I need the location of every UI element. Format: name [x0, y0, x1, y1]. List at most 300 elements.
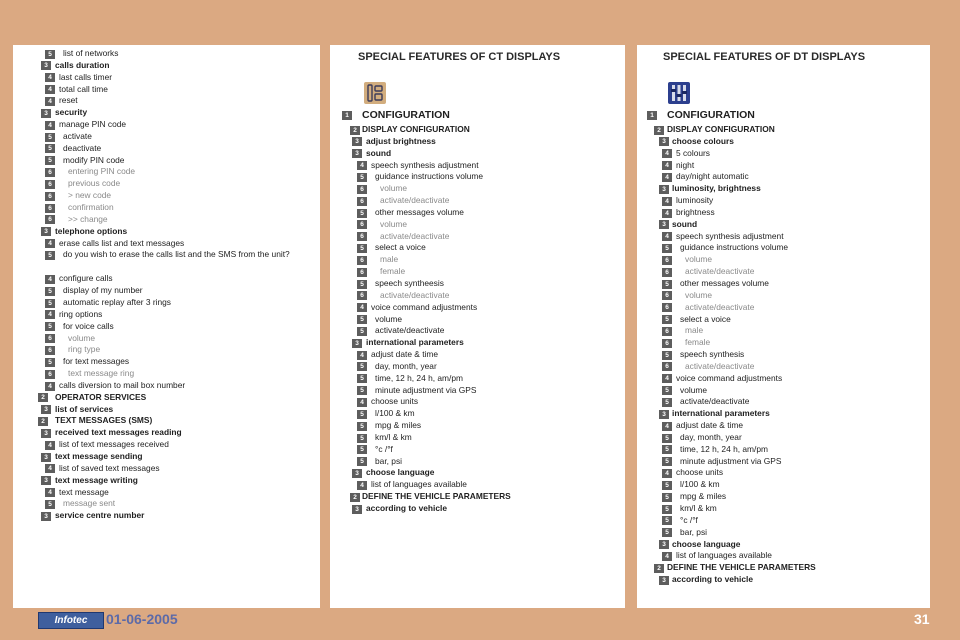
- menu-item-label: activate: [63, 130, 92, 141]
- section-heading: [330, 108, 625, 122]
- level-badge: 4: [45, 275, 55, 284]
- level-badge: 6: [357, 256, 367, 265]
- level-badge: 3: [659, 137, 669, 146]
- level-badge: 5: [357, 374, 367, 383]
- menu-item-label: DISPLAY CONFIGURATION: [667, 124, 775, 134]
- menu-item: [637, 266, 930, 278]
- menu-item-label: manage PIN code: [59, 119, 127, 130]
- level-badge: 1: [342, 111, 352, 120]
- menu-item: [330, 408, 625, 420]
- menu-item-label: activate/deactivate: [680, 396, 750, 407]
- menu-item: [13, 463, 320, 475]
- menu-item: [637, 503, 930, 515]
- menu-item-label: minute adjustment via GPS: [375, 384, 477, 395]
- menu-item: [637, 302, 930, 314]
- menu-item: [13, 427, 320, 439]
- level-badge: 4: [662, 232, 672, 241]
- menu-item: [330, 219, 625, 231]
- menu-item-label: DISPLAY CONFIGURATION: [362, 124, 470, 134]
- menu-item-label: DEFINE THE VEHICLE PARAMETERS: [667, 562, 816, 573]
- level-badge: 5: [357, 434, 367, 443]
- level-badge: 5: [357, 244, 367, 253]
- menu-item-label: do you wish to erase the calls list and the SMS from the unit?: [63, 249, 290, 260]
- menu-item-label: volume: [685, 289, 712, 300]
- menu-item: [637, 231, 930, 243]
- menu-item: [637, 408, 930, 420]
- menu-item-label: speech syntheesis: [375, 277, 444, 288]
- level-badge: 4: [45, 121, 55, 130]
- menu-item: [13, 368, 320, 380]
- level-badge: 3: [41, 453, 51, 462]
- level-badge: 3: [41, 512, 51, 521]
- level-badge: 5: [357, 280, 367, 289]
- menu-item: [330, 361, 625, 373]
- level-badge: 3: [352, 137, 362, 146]
- menu-item: [637, 539, 930, 551]
- level-badge: 6: [357, 185, 367, 194]
- menu-item-label: sound: [672, 218, 698, 229]
- menu-item: [330, 207, 625, 219]
- level-badge: 4: [662, 149, 672, 158]
- level-badge: 5: [662, 528, 672, 537]
- left-panel: [13, 45, 320, 608]
- level-badge: 4: [357, 481, 367, 490]
- menu-item-label: activate/deactivate: [380, 230, 450, 241]
- menu-item: [637, 207, 930, 219]
- menu-item-label: text message ring: [68, 368, 135, 379]
- menu-item-label: activate/deactivate: [685, 301, 755, 312]
- level-badge: 5: [45, 144, 55, 153]
- menu-item: [13, 451, 320, 463]
- menu-item: [13, 321, 320, 333]
- menu-item: [330, 373, 625, 385]
- menu-item: [637, 456, 930, 468]
- menu-item: [13, 107, 320, 119]
- menu-item-label: choose units: [371, 396, 419, 407]
- menu-item-label: display of my number: [63, 285, 143, 296]
- menu-item-label: day/night automatic: [676, 171, 749, 182]
- menu-item: [13, 309, 320, 321]
- menu-item-label: for text messages: [63, 356, 130, 367]
- menu-item: [637, 550, 930, 562]
- level-badge: 3: [41, 227, 51, 236]
- menu-item: [13, 297, 320, 309]
- menu-item: [637, 349, 930, 361]
- menu-item: [330, 302, 625, 314]
- menu-item-label: adjust date & time: [371, 349, 439, 360]
- menu-item-label: volume: [680, 384, 707, 395]
- menu-item: [637, 195, 930, 207]
- level-badge: 3: [659, 540, 669, 549]
- menu-item-label: speech synthesis: [680, 349, 745, 360]
- menu-item: [13, 202, 320, 214]
- menu-item-label: luminosity, brightness: [672, 183, 761, 194]
- level-badge: 4: [357, 161, 367, 170]
- level-badge: 4: [45, 382, 55, 391]
- menu-item: [330, 396, 625, 408]
- menu-item: [637, 136, 930, 148]
- menu-item: [637, 290, 930, 302]
- level-badge: 5: [662, 481, 672, 490]
- dt-panel-title: SPECIAL FEATURES OF DT DISPLAYS: [663, 51, 866, 63]
- menu-item: [13, 190, 320, 202]
- level-badge: 2: [654, 564, 664, 573]
- menu-item-label: °c /°f: [680, 514, 698, 525]
- menu-item-label: guidance instructions volume: [680, 242, 789, 253]
- level-badge: 4: [662, 552, 672, 561]
- level-badge: 6: [45, 215, 55, 224]
- menu-item: [637, 171, 930, 183]
- menu-item-label: choose units: [676, 467, 724, 478]
- menu-item: [637, 420, 930, 432]
- menu-item-label: choose colours: [672, 135, 734, 146]
- menu-item-label: calls diversion to mail box number: [59, 379, 186, 390]
- menu-item: [13, 60, 320, 72]
- level-badge: 5: [662, 457, 672, 466]
- menu-item: [330, 420, 625, 432]
- menu-item: [330, 432, 625, 444]
- level-badge: 5: [662, 386, 672, 395]
- level-badge: 5: [45, 251, 55, 260]
- menu-item: [13, 404, 320, 416]
- level-badge: 3: [41, 109, 51, 118]
- level-badge: 5: [662, 493, 672, 502]
- dt-panel: [637, 45, 930, 608]
- dt-menu-list: [637, 108, 930, 586]
- level-badge: 4: [45, 488, 55, 497]
- menu-item-label: speech synthesis adjustment: [676, 230, 784, 241]
- level-badge: 4: [662, 161, 672, 170]
- level-badge: 5: [662, 244, 672, 253]
- level-badge: 4: [662, 197, 672, 206]
- level-badge: 6: [45, 180, 55, 189]
- menu-item: [637, 160, 930, 172]
- level-badge: 5: [662, 398, 672, 407]
- level-badge: 5: [45, 500, 55, 509]
- level-badge: 6: [662, 256, 672, 265]
- menu-item-label: automatic replay after 3 rings: [63, 297, 171, 308]
- menu-item: [637, 385, 930, 397]
- level-badge: 6: [357, 220, 367, 229]
- menu-item-label: modify PIN code: [63, 154, 125, 165]
- menu-item-label: voice command adjustments: [676, 372, 783, 383]
- level-badge: 6: [45, 168, 55, 177]
- menu-item: [330, 503, 625, 515]
- menu-item: [13, 249, 320, 273]
- level-badge: 6: [662, 327, 672, 336]
- menu-item: [637, 527, 930, 539]
- menu-item-label: bar, psi: [375, 455, 403, 466]
- level-badge: 6: [357, 291, 367, 300]
- ct-panel-title: SPECIAL FEATURES OF CT DISPLAYS: [358, 51, 561, 63]
- left-menu-list: [13, 48, 320, 522]
- menu-item-label: configure calls: [59, 273, 113, 284]
- level-badge: 2: [38, 393, 48, 402]
- level-badge: 3: [41, 476, 51, 485]
- menu-item: [13, 214, 320, 226]
- level-badge: 5: [357, 327, 367, 336]
- menu-item: [637, 124, 930, 136]
- menu-item: [637, 314, 930, 326]
- menu-item: [13, 48, 320, 60]
- menu-item-label: volume: [685, 254, 712, 265]
- menu-item-label: activate/deactivate: [685, 266, 755, 277]
- menu-item-label: for voice calls: [63, 320, 114, 331]
- menu-item: [637, 242, 930, 254]
- level-badge: 5: [45, 156, 55, 165]
- level-badge: 3: [659, 220, 669, 229]
- menu-item-label: entering PIN code: [68, 166, 136, 177]
- menu-item: [13, 415, 320, 427]
- level-badge: 5: [357, 410, 367, 419]
- level-badge: 5: [357, 386, 367, 395]
- menu-item: [13, 439, 320, 451]
- menu-item-label: list of languages available: [371, 479, 467, 490]
- menu-item: [13, 498, 320, 510]
- menu-item: [330, 385, 625, 397]
- menu-item: [13, 166, 320, 178]
- level-badge: 5: [662, 516, 672, 525]
- menu-item: [330, 183, 625, 195]
- menu-item-label: male: [380, 254, 399, 265]
- menu-item: [637, 479, 930, 491]
- level-badge: 2: [654, 126, 664, 135]
- menu-item-label: adjust brightness: [366, 135, 436, 146]
- level-badge: 6: [662, 268, 672, 277]
- menu-item: [637, 491, 930, 503]
- menu-item-label: male: [685, 325, 704, 336]
- level-badge: 6: [45, 346, 55, 355]
- level-badge: 1: [647, 111, 657, 120]
- level-badge: 4: [45, 85, 55, 94]
- level-badge: 4: [662, 209, 672, 218]
- menu-item: [637, 219, 930, 231]
- menu-item-label: confirmation: [68, 201, 114, 212]
- menu-item-label: km/l & km: [680, 503, 717, 513]
- level-badge: 5: [662, 505, 672, 514]
- menu-item-label: activate/deactivate: [375, 325, 445, 336]
- menu-item-label: select a voice: [375, 242, 426, 253]
- level-badge: 5: [45, 358, 55, 367]
- level-badge: 4: [662, 173, 672, 182]
- level-badge: 3: [659, 410, 669, 419]
- menu-item-label: CONFIGURATION: [667, 109, 755, 121]
- level-badge: 4: [357, 303, 367, 312]
- menu-item-label: female: [380, 266, 406, 277]
- menu-item: [637, 432, 930, 444]
- menu-item-label: volume: [375, 313, 402, 324]
- level-badge: 2: [350, 126, 360, 135]
- level-badge: 4: [45, 73, 55, 82]
- menu-item: [637, 183, 930, 195]
- menu-item: [13, 155, 320, 167]
- level-badge: 2: [350, 493, 360, 502]
- menu-item-label: international parameters: [366, 337, 464, 348]
- menu-item-label: international parameters: [672, 408, 770, 419]
- dt-display-icon: [668, 82, 690, 104]
- menu-item: [330, 278, 625, 290]
- level-badge: 5: [45, 322, 55, 331]
- menu-item-label: text message sending: [55, 451, 143, 461]
- level-badge: 3: [41, 429, 51, 438]
- level-badge: 5: [357, 315, 367, 324]
- menu-item: [637, 515, 930, 527]
- menu-item-label: list of networks: [63, 48, 119, 58]
- menu-item: [637, 467, 930, 479]
- level-badge: 5: [45, 133, 55, 142]
- menu-item-label: activate/deactivate: [380, 195, 450, 206]
- menu-item: [13, 475, 320, 487]
- menu-item-label: km/l & km: [375, 431, 412, 442]
- level-badge: 4: [662, 469, 672, 478]
- level-badge: 4: [45, 464, 55, 473]
- menu-item-label: total call time: [59, 83, 108, 94]
- menu-item: [13, 226, 320, 238]
- menu-item-label: day, month, year: [375, 360, 437, 371]
- level-badge: 2: [38, 417, 48, 426]
- menu-item-label: volume: [380, 183, 407, 194]
- level-badge: 3: [659, 576, 669, 585]
- menu-item: [330, 444, 625, 456]
- level-badge: 6: [45, 204, 55, 213]
- menu-item-label: l/100 & km: [680, 479, 720, 490]
- menu-item: [330, 337, 625, 349]
- section-heading: [637, 108, 930, 122]
- menu-item: [330, 124, 625, 136]
- menu-item: [13, 273, 320, 285]
- menu-item: [330, 456, 625, 468]
- menu-item-label: time, 12 h, 24 h, am/pm: [680, 443, 768, 454]
- menu-item-label: OPERATOR SERVICES: [55, 391, 147, 402]
- menu-item: [330, 266, 625, 278]
- menu-item-label: text message: [59, 486, 109, 497]
- level-badge: 6: [357, 268, 367, 277]
- menu-item: [637, 373, 930, 385]
- menu-item-label: volume: [380, 218, 407, 229]
- menu-item: [330, 314, 625, 326]
- menu-item: [637, 148, 930, 160]
- menu-item-label: CONFIGURATION: [362, 109, 450, 121]
- menu-item: [330, 148, 625, 160]
- menu-item-label: last calls timer: [59, 71, 113, 82]
- menu-item: [13, 333, 320, 345]
- menu-item-label: night: [676, 159, 695, 170]
- menu-item-label: adjust date & time: [676, 420, 744, 431]
- level-badge: 4: [662, 422, 672, 431]
- menu-item-label: > new code: [68, 190, 112, 201]
- level-badge: 6: [357, 197, 367, 206]
- menu-item: [13, 285, 320, 297]
- menu-item-label: °c /°f: [375, 443, 393, 454]
- menu-item-label: brightness: [676, 206, 715, 217]
- menu-item: [637, 361, 930, 373]
- menu-item-label: speech synthesis adjustment: [371, 159, 479, 170]
- page-number: 31: [914, 611, 930, 627]
- menu-item-label: message sent: [63, 498, 116, 509]
- menu-item-label: mpg & miles: [680, 491, 727, 502]
- menu-item: [330, 242, 625, 254]
- menu-item-label: telephone options: [55, 225, 128, 236]
- level-badge: 5: [357, 209, 367, 218]
- menu-item: [330, 325, 625, 337]
- menu-item: [13, 392, 320, 404]
- menu-item: [637, 254, 930, 266]
- menu-item: [637, 562, 930, 574]
- level-badge: 4: [45, 239, 55, 248]
- level-badge: 6: [662, 291, 672, 300]
- menu-item: [330, 491, 625, 503]
- menu-item: [13, 487, 320, 499]
- level-badge: 6: [357, 232, 367, 241]
- menu-item-label: other messages volume: [375, 206, 464, 217]
- menu-item-label: list of services: [55, 403, 114, 414]
- menu-item: [330, 136, 625, 148]
- level-badge: 4: [357, 398, 367, 407]
- menu-item: [13, 344, 320, 356]
- level-badge: 6: [45, 192, 55, 201]
- menu-item-label: female: [685, 337, 711, 348]
- level-badge: 6: [45, 334, 55, 343]
- level-badge: 3: [352, 505, 362, 514]
- level-badge: 6: [662, 339, 672, 348]
- menu-item: [330, 231, 625, 243]
- menu-item: [13, 72, 320, 84]
- menu-item-label: voice command adjustments: [371, 301, 478, 312]
- menu-item: [330, 467, 625, 479]
- menu-item-label: received text messages reading: [55, 427, 182, 438]
- menu-item-label: erase calls list and text messages: [59, 237, 185, 248]
- menu-item: [330, 254, 625, 266]
- level-badge: 5: [662, 445, 672, 454]
- menu-item-label: activate/deactivate: [685, 360, 755, 371]
- menu-item-label: TEXT MESSAGES (SMS): [55, 415, 153, 426]
- level-badge: 5: [662, 280, 672, 289]
- menu-item-label: volume: [68, 332, 95, 343]
- menu-item: [330, 290, 625, 302]
- menu-item-label: deactivate: [63, 142, 102, 153]
- level-badge: 4: [357, 351, 367, 360]
- menu-item-label: >> change: [68, 213, 108, 224]
- menu-item: [13, 143, 320, 155]
- level-badge: 3: [41, 405, 51, 414]
- menu-item-label: previous code: [68, 178, 121, 189]
- level-badge: 6: [662, 362, 672, 371]
- ct-menu-list: [330, 108, 625, 515]
- menu-item-label: l/100 & km: [375, 408, 415, 419]
- menu-item-label: according to vehicle: [366, 503, 447, 513]
- menu-item: [637, 325, 930, 337]
- level-badge: 5: [357, 457, 367, 466]
- menu-item: [13, 178, 320, 190]
- menu-item: [637, 337, 930, 349]
- level-badge: 5: [357, 173, 367, 182]
- infotec-logo: Infotec: [38, 612, 104, 629]
- menu-item: [637, 396, 930, 408]
- ct-display-icon: [364, 82, 386, 104]
- level-badge: 3: [352, 469, 362, 478]
- menu-item-label: luminosity: [676, 195, 714, 206]
- menu-item-label: service centre number: [55, 510, 145, 521]
- menu-item-label: DEFINE THE VEHICLE PARAMETERS: [362, 491, 511, 502]
- menu-item-label: list of saved text messages: [59, 462, 160, 473]
- level-badge: 5: [45, 299, 55, 308]
- menu-item-label: minute adjustment via GPS: [680, 455, 782, 466]
- menu-item: [13, 356, 320, 368]
- menu-item: [13, 238, 320, 250]
- menu-item-label: list of text messages received: [59, 439, 169, 450]
- level-badge: 4: [662, 374, 672, 383]
- menu-item: [637, 278, 930, 290]
